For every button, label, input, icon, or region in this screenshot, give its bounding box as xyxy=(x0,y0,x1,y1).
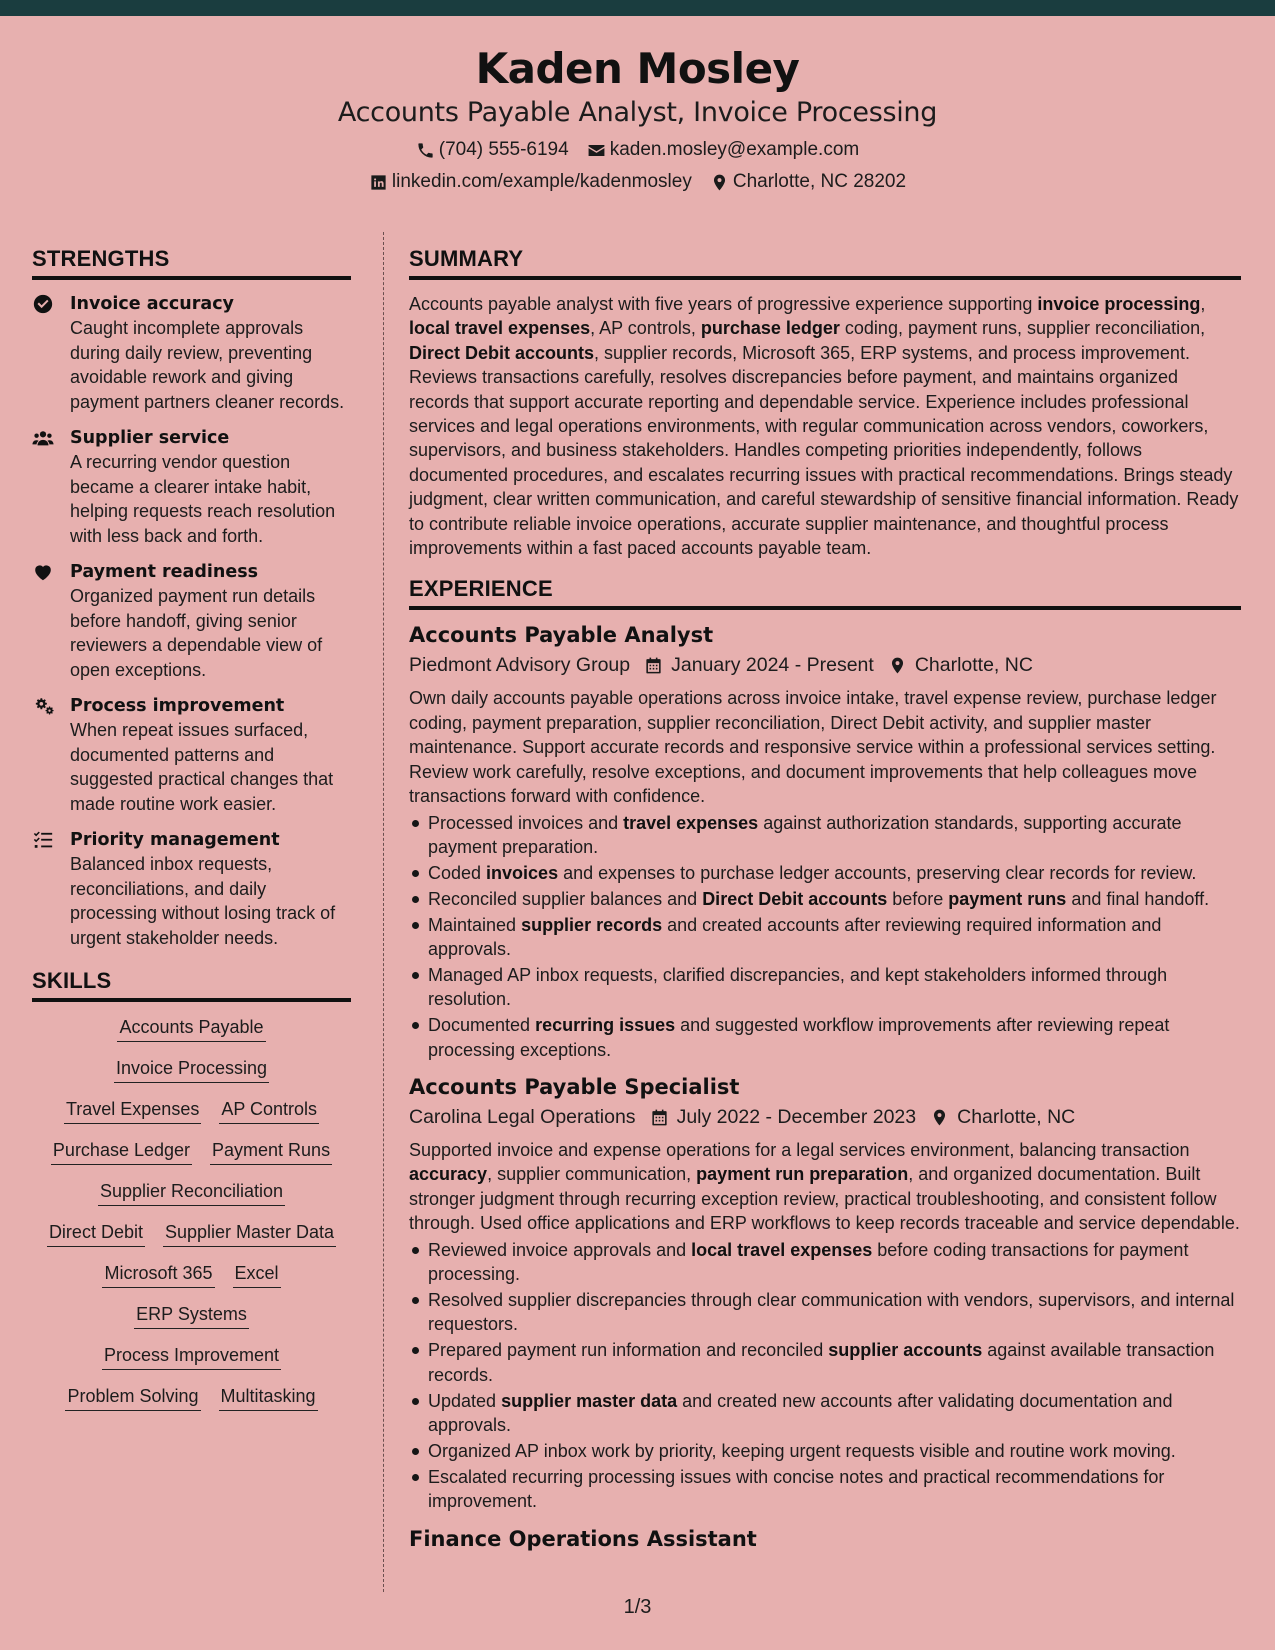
job-title: Accounts Payable Analyst xyxy=(409,623,714,648)
job-company: Carolina Legal Operations xyxy=(409,1106,636,1129)
job-dates: July 2022 - December 2023 xyxy=(676,1106,917,1129)
strength-desc: A recurring vendor question became a clearer intake habit, helping requests reach resolution with less back and forth. xyxy=(70,452,336,546)
skill-row xyxy=(32,1342,351,1370)
location-contact xyxy=(710,170,906,194)
strength-title: Payment readiness xyxy=(70,562,259,582)
job-title: Accounts Payable Specialist xyxy=(409,1075,740,1100)
strength-item xyxy=(32,694,351,816)
job-meta xyxy=(409,650,1241,680)
skill-tag: Travel Expenses xyxy=(64,1096,201,1124)
jobs-list xyxy=(409,620,1241,1553)
map-pin-icon xyxy=(930,1108,949,1127)
phone-icon xyxy=(416,141,435,160)
linkedin-text[interactable]: linkedin.com/example/kadenmosley xyxy=(391,171,692,192)
heart-icon xyxy=(32,561,54,583)
job-location: Charlotte, NC xyxy=(914,654,1033,677)
email-text[interactable]: kaden.mosley@example.com xyxy=(609,139,860,160)
strength-icon-wrap xyxy=(32,828,70,950)
job-bullet: Processed invoices and travel expenses against authorization standards, supporting accurate payment preparation. xyxy=(409,811,1241,860)
gears-icon xyxy=(32,695,54,717)
skill-tag: Payment Runs xyxy=(210,1137,332,1165)
skill-tag: AP Controls xyxy=(219,1096,319,1124)
strength-title: Invoice accuracy xyxy=(70,294,234,314)
strength-text xyxy=(70,292,351,414)
strength-icon-wrap xyxy=(32,426,70,548)
job-bullet: Coded invoices and expenses to purchase ledger accounts, preserving clear records for review. xyxy=(409,861,1241,885)
summary-heading: SUMMARY xyxy=(409,242,1241,280)
skill-row xyxy=(32,1096,351,1124)
summary-text: Accounts payable analyst with five years of progressive experience supporting invoice processing, local travel expenses, AP controls, purchase ledger coding, payment runs, supplier reconciliation, Direct Debit accounts, supplier records, Microsoft 365, ERP systems, and process improvement. Reviews transactions carefully, resolves discrepancies before payment, and maintains organized records that support accurate reporting and dependable service. Experience includes professional services and legal operations environments, with regular communication across vendors, coworkers, supervisors, and business stakeholders. Handles competing priorities independently, follows documented procedures, and escalates recurring issues with practical recommendations. Brings steady judgment, clear written communication, and careful stewardship of sensitive financial information. Ready to contribute reliable invoice operations, accurate supplier maintenance, and thoughtful process improvements within a fast paced accounts payable team. xyxy=(409,294,1239,559)
skill-tag: Multitasking xyxy=(219,1383,318,1411)
strength-item xyxy=(32,828,351,950)
job-company: Piedmont Advisory Group xyxy=(409,654,631,677)
strength-item xyxy=(32,292,351,414)
job-bullet: Organized AP inbox work by priority, keeping urgent requests visible and routine work moving. xyxy=(409,1439,1241,1463)
strength-title: Priority management xyxy=(70,830,280,850)
check-circle-icon xyxy=(32,293,54,315)
location-text: Charlotte, NC 28202 xyxy=(732,171,907,192)
skill-tag: Supplier Master Data xyxy=(163,1219,336,1247)
strength-icon-wrap xyxy=(32,560,70,682)
job-dates: January 2024 - Present xyxy=(671,654,874,677)
strength-title: Process improvement xyxy=(70,696,285,716)
contact-row-2 xyxy=(0,170,1275,194)
skill-tag: Microsoft 365 xyxy=(102,1260,214,1288)
strength-desc: Balanced inbox requests, reconciliations, and daily processing without losing track of urgent stakeholder needs. xyxy=(70,854,336,948)
job-bullet: Reviewed invoice approvals and local travel expenses before coding transactions for payment processing. xyxy=(409,1238,1241,1287)
strength-desc: Organized payment run details before handoff, giving senior reviewers a dependable view of open exceptions. xyxy=(70,586,323,680)
job-bullet: Updated supplier master data and created new accounts after validating documentation and approvals. xyxy=(409,1389,1241,1438)
job-entry xyxy=(409,620,1241,1062)
strength-desc: When repeat issues surfaced, documented patterns and suggested practical changes that made routine work easier. xyxy=(70,720,334,814)
calendar-icon xyxy=(650,1108,669,1127)
phone-text: (704) 555-6194 xyxy=(438,139,569,160)
map-pin-icon xyxy=(710,173,729,192)
list-check-icon xyxy=(32,829,54,851)
strength-text xyxy=(70,694,351,816)
right-column xyxy=(409,242,1241,1554)
skill-row xyxy=(32,1014,351,1042)
skill-row xyxy=(32,1383,351,1411)
experience-heading: EXPERIENCE xyxy=(409,572,1241,610)
strength-icon-wrap xyxy=(32,292,70,414)
strength-desc: Caught incomplete approvals during daily review, preventing avoidable rework and giving payment partners cleaner records. xyxy=(70,318,345,412)
strength-text xyxy=(70,426,351,548)
email-contact[interactable] xyxy=(587,138,860,162)
page-number: 1/3 xyxy=(623,1596,652,1618)
users-icon xyxy=(32,427,54,449)
job-description: Own daily accounts payable operations across invoice intake, travel expense review, purchase ledger coding, payment preparation, supplier reconciliation, Direct Debit activity, and supplier master maintenance. Support accurate records and responsive service within a professional services setting. Review work carefully, resolve exceptions, and document improvements that help colleagues move transactions forward with confidence. xyxy=(409,688,1217,807)
job-bullet: Resolved supplier discrepancies through clear communication with vendors, supervisors, and internal requestors. xyxy=(409,1288,1241,1337)
job-title: Finance Operations Assistant xyxy=(409,1526,757,1551)
skill-row xyxy=(32,1219,351,1247)
skill-tag: Process Improvement xyxy=(102,1342,281,1370)
top-accent-bar xyxy=(0,0,1275,16)
strength-item xyxy=(32,426,351,548)
strength-text xyxy=(70,560,351,682)
skill-row xyxy=(32,1137,351,1165)
job-entry xyxy=(409,1072,1241,1514)
strength-item xyxy=(32,560,351,682)
skill-row xyxy=(32,1301,351,1329)
strengths-list xyxy=(32,292,351,950)
skill-row xyxy=(32,1178,351,1206)
contact-row-1 xyxy=(0,138,1275,162)
strength-title: Supplier service xyxy=(70,428,230,448)
skill-row xyxy=(32,1055,351,1083)
linkedin-icon xyxy=(369,173,388,192)
left-column xyxy=(32,242,351,1424)
envelope-icon xyxy=(587,141,606,160)
job-bullet: Reconciled supplier balances and Direct Debit accounts before payment runs and final handoff. xyxy=(409,887,1241,911)
candidate-name: Kaden Mosley xyxy=(475,44,800,93)
strengths-heading: STRENGTHS xyxy=(32,242,351,280)
skill-tag: Excel xyxy=(233,1260,281,1288)
skill-row xyxy=(32,1260,351,1288)
job-bullet: Maintained supplier records and created accounts after reviewing required information and approvals. xyxy=(409,913,1241,962)
job-entry xyxy=(409,1524,1241,1554)
skill-tag: Problem Solving xyxy=(65,1383,200,1411)
skill-tag: Invoice Processing xyxy=(114,1055,269,1083)
job-bullet: Prepared payment run information and reconciled supplier accounts against available transaction records. xyxy=(409,1338,1241,1387)
job-bullet: Escalated recurring processing issues with concise notes and practical recommendations for improvement. xyxy=(409,1465,1241,1514)
skill-tag: Accounts Payable xyxy=(117,1014,265,1042)
job-bullet: Documented recurring issues and suggested workflow improvements after reviewing repeat processing exceptions. xyxy=(409,1013,1241,1062)
job-location: Charlotte, NC xyxy=(957,1106,1076,1129)
job-bullets xyxy=(409,811,1241,1063)
linkedin-contact[interactable] xyxy=(369,170,692,194)
job-bullets xyxy=(409,1238,1241,1514)
skills-list xyxy=(32,1014,351,1411)
job-bullet: Managed AP inbox requests, clarified discrepancies, and kept stakeholders informed through resolution. xyxy=(409,963,1241,1012)
job-meta xyxy=(409,1102,1241,1132)
skill-tag: Direct Debit xyxy=(47,1219,145,1247)
strength-text xyxy=(70,828,351,950)
calendar-icon xyxy=(644,656,663,675)
skill-tag: Purchase Ledger xyxy=(51,1137,192,1165)
resume-header xyxy=(0,16,1275,204)
column-divider xyxy=(383,232,384,1592)
skill-tag: ERP Systems xyxy=(134,1301,249,1329)
phone-contact xyxy=(416,138,569,162)
skills-heading: SKILLS xyxy=(32,964,351,1002)
job-description: Supported invoice and expense operations for a legal services environment, balancing transaction accuracy, supplier communication, payment run preparation, and organized documentation. Built stronger judgment through recurring exception review, practical troubleshooting, and consistent follow through. Used office applications and ERP workflows to keep records traceable and service dependable. xyxy=(409,1140,1240,1234)
candidate-title: Accounts Payable Analyst, Invoice Processing xyxy=(337,97,938,128)
map-pin-icon xyxy=(888,656,907,675)
skill-tag: Supplier Reconciliation xyxy=(98,1178,285,1206)
strength-icon-wrap xyxy=(32,694,70,816)
